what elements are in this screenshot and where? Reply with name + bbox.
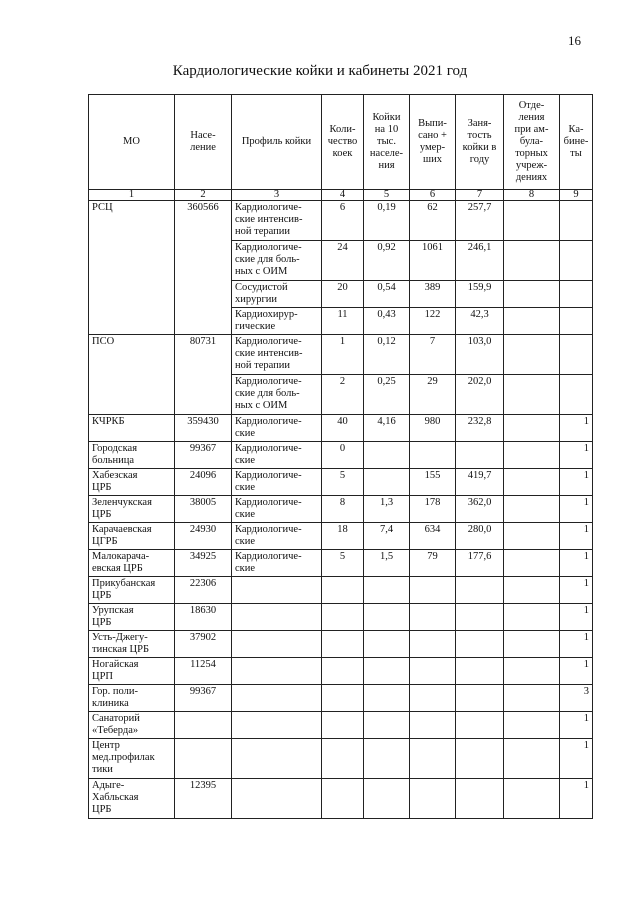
discharged-cell	[410, 442, 456, 469]
occupancy-cell: 159,9	[456, 281, 504, 308]
beds-per-10k-cell: 7,4	[364, 523, 410, 550]
beds-per-10k-cell	[364, 442, 410, 469]
beds-cell	[322, 631, 364, 658]
column-header: Отде- ления при ам- була- торных учреж- дениях	[504, 95, 560, 190]
cabinets-cell: 1	[560, 779, 593, 819]
department-cell	[504, 415, 560, 442]
profile-cell: Кардиологиче- ские	[232, 496, 322, 523]
profile-cell: Кардиологиче- ские интенсив- ной терапии	[232, 201, 322, 241]
beds-cell: 18	[322, 523, 364, 550]
mo-cell: Адыге- Хабльская ЦРБ	[89, 779, 175, 819]
discharged-cell: 389	[410, 281, 456, 308]
occupancy-cell	[456, 442, 504, 469]
beds-per-10k-cell	[364, 658, 410, 685]
column-number: 4	[322, 190, 364, 201]
mo-cell: Городская больница	[89, 442, 175, 469]
mo-cell: Зеленчукская ЦРБ	[89, 496, 175, 523]
beds-cell	[322, 577, 364, 604]
table-row	[89, 658, 593, 685]
department-cell	[504, 201, 560, 241]
population-cell: 99367	[175, 685, 232, 712]
occupancy-cell: 362,0	[456, 496, 504, 523]
cardiology-beds-table	[88, 94, 593, 819]
beds-cell	[322, 604, 364, 631]
page-number: 16	[568, 33, 581, 48]
column-number: 9	[560, 190, 593, 201]
occupancy-cell: 42,3	[456, 308, 504, 335]
profile-cell	[232, 685, 322, 712]
discharged-cell: 634	[410, 523, 456, 550]
discharged-cell	[410, 685, 456, 712]
discharged-cell: 122	[410, 308, 456, 335]
cabinets-cell: 1	[560, 631, 593, 658]
beds-cell: 5	[322, 469, 364, 496]
mo-cell: Урупская ЦРБ	[89, 604, 175, 631]
population-cell: 38005	[175, 496, 232, 523]
department-cell	[504, 577, 560, 604]
profile-cell	[232, 739, 322, 779]
beds-cell: 6	[322, 201, 364, 241]
beds-cell	[322, 739, 364, 779]
table-row	[89, 335, 593, 375]
population-cell: 18630	[175, 604, 232, 631]
cabinets-cell: 1	[560, 712, 593, 739]
cabinets-cell: 1	[560, 577, 593, 604]
department-cell	[504, 496, 560, 523]
occupancy-cell: 419,7	[456, 469, 504, 496]
discharged-cell: 79	[410, 550, 456, 577]
table-row	[89, 631, 593, 658]
column-number: 1	[89, 190, 175, 201]
profile-cell: Кардиологиче- ские	[232, 442, 322, 469]
department-cell	[504, 739, 560, 779]
beds-cell: 5	[322, 550, 364, 577]
beds-per-10k-cell	[364, 685, 410, 712]
table-row	[89, 779, 593, 819]
beds-per-10k-cell	[364, 604, 410, 631]
discharged-cell: 155	[410, 469, 456, 496]
population-cell: 24930	[175, 523, 232, 550]
profile-cell	[232, 577, 322, 604]
population-cell	[175, 739, 232, 779]
column-header: Коли- чество коек	[322, 95, 364, 190]
mo-cell: Ногайская ЦРП	[89, 658, 175, 685]
discharged-cell	[410, 577, 456, 604]
population-cell: 80731	[175, 335, 232, 415]
occupancy-cell	[456, 779, 504, 819]
department-cell	[504, 281, 560, 308]
department-cell	[504, 712, 560, 739]
occupancy-cell: 232,8	[456, 415, 504, 442]
occupancy-cell	[456, 658, 504, 685]
beds-per-10k-cell: 1,5	[364, 550, 410, 577]
beds-cell	[322, 712, 364, 739]
beds-cell: 2	[322, 375, 364, 415]
mo-cell: Малокарача- евская ЦРБ	[89, 550, 175, 577]
beds-per-10k-cell	[364, 712, 410, 739]
department-cell	[504, 604, 560, 631]
occupancy-cell: 280,0	[456, 523, 504, 550]
document-title: Кардиологические койки и кабинеты 2021 год	[172, 63, 468, 79]
column-number: 3	[232, 190, 322, 201]
population-cell: 360566	[175, 201, 232, 335]
beds-per-10k-cell: 0,43	[364, 308, 410, 335]
table-row	[89, 550, 593, 577]
column-number: 7	[456, 190, 504, 201]
beds-per-10k-cell	[364, 779, 410, 819]
beds-per-10k-cell: 0,12	[364, 335, 410, 375]
discharged-cell: 62	[410, 201, 456, 241]
beds-per-10k-cell: 0,25	[364, 375, 410, 415]
beds-cell	[322, 779, 364, 819]
cabinets-cell: 1	[560, 604, 593, 631]
beds-per-10k-cell	[364, 631, 410, 658]
discharged-cell	[410, 658, 456, 685]
occupancy-cell: 202,0	[456, 375, 504, 415]
mo-cell: РСЦ	[89, 201, 175, 335]
beds-per-10k-cell	[364, 739, 410, 779]
cabinets-cell: 1	[560, 550, 593, 577]
cabinets-cell	[560, 241, 593, 281]
population-cell: 11254	[175, 658, 232, 685]
occupancy-cell	[456, 685, 504, 712]
discharged-cell: 29	[410, 375, 456, 415]
cabinets-cell: 1	[560, 442, 593, 469]
beds-cell: 24	[322, 241, 364, 281]
table-body	[89, 201, 593, 819]
table-row	[89, 604, 593, 631]
profile-cell: Сосудистой хирургии	[232, 281, 322, 308]
profile-cell	[232, 604, 322, 631]
column-header: МО	[89, 95, 175, 190]
department-cell	[504, 469, 560, 496]
department-cell	[504, 523, 560, 550]
population-cell	[175, 712, 232, 739]
population-cell: 37902	[175, 631, 232, 658]
beds-per-10k-cell: 0,54	[364, 281, 410, 308]
profile-cell	[232, 631, 322, 658]
profile-cell	[232, 712, 322, 739]
column-number: 2	[175, 190, 232, 201]
cabinets-cell: 1	[560, 739, 593, 779]
table-row	[89, 577, 593, 604]
table-row	[89, 496, 593, 523]
profile-cell: Кардиологиче- ские	[232, 415, 322, 442]
department-cell	[504, 442, 560, 469]
occupancy-cell	[456, 739, 504, 779]
beds-cell: 20	[322, 281, 364, 308]
beds-per-10k-cell: 0,19	[364, 201, 410, 241]
column-number: 6	[410, 190, 456, 201]
beds-cell: 11	[322, 308, 364, 335]
column-header: Ка- бине- ты	[560, 95, 593, 190]
cabinets-cell	[560, 335, 593, 375]
population-cell: 12395	[175, 779, 232, 819]
mo-cell: Усть-Джегу- тинская ЦРБ	[89, 631, 175, 658]
occupancy-cell: 103,0	[456, 335, 504, 375]
beds-cell	[322, 658, 364, 685]
beds-per-10k-cell: 4,16	[364, 415, 410, 442]
occupancy-cell	[456, 577, 504, 604]
cabinets-cell	[560, 201, 593, 241]
column-number: 5	[364, 190, 410, 201]
department-cell	[504, 779, 560, 819]
cabinets-cell: 1	[560, 658, 593, 685]
population-cell: 99367	[175, 442, 232, 469]
occupancy-cell	[456, 604, 504, 631]
table-row	[89, 523, 593, 550]
header-row	[89, 95, 593, 190]
mo-cell: Хабезская ЦРБ	[89, 469, 175, 496]
occupancy-cell: 177,6	[456, 550, 504, 577]
column-number: 8	[504, 190, 560, 201]
column-header: Выпи- сано + умер- ших	[410, 95, 456, 190]
beds-cell: 1	[322, 335, 364, 375]
table-row	[89, 739, 593, 779]
column-header: Заня- тость койки в году	[456, 95, 504, 190]
department-cell	[504, 308, 560, 335]
department-cell	[504, 550, 560, 577]
mo-cell: КЧРКБ	[89, 415, 175, 442]
table-row	[89, 469, 593, 496]
department-cell	[504, 241, 560, 281]
profile-cell: Кардиохирур- гические	[232, 308, 322, 335]
cabinets-cell	[560, 281, 593, 308]
table-row	[89, 442, 593, 469]
column-number-row	[89, 190, 593, 201]
cabinets-cell: 1	[560, 523, 593, 550]
table-row	[89, 415, 593, 442]
beds-cell	[322, 685, 364, 712]
department-cell	[504, 631, 560, 658]
discharged-cell: 178	[410, 496, 456, 523]
table-row	[89, 685, 593, 712]
profile-cell: Кардиологиче- ские для боль- ных с ОИМ	[232, 375, 322, 415]
profile-cell: Кардиологиче- ские для боль- ных с ОИМ	[232, 241, 322, 281]
department-cell	[504, 685, 560, 712]
discharged-cell: 980	[410, 415, 456, 442]
beds-cell: 40	[322, 415, 364, 442]
profile-cell	[232, 658, 322, 685]
profile-cell: Кардиологиче- ские интенсив- ной терапии	[232, 335, 322, 375]
population-cell: 22306	[175, 577, 232, 604]
discharged-cell	[410, 739, 456, 779]
mo-cell: Гор. поли- клиника	[89, 685, 175, 712]
cabinets-cell: 3	[560, 685, 593, 712]
beds-cell: 0	[322, 442, 364, 469]
beds-per-10k-cell: 1,3	[364, 496, 410, 523]
discharged-cell	[410, 631, 456, 658]
discharged-cell	[410, 604, 456, 631]
column-header: Профиль койки	[232, 95, 322, 190]
column-header: Насе- ление	[175, 95, 232, 190]
beds-per-10k-cell: 0,92	[364, 241, 410, 281]
population-cell: 24096	[175, 469, 232, 496]
occupancy-cell: 257,7	[456, 201, 504, 241]
department-cell	[504, 335, 560, 375]
department-cell	[504, 658, 560, 685]
beds-cell: 8	[322, 496, 364, 523]
department-cell	[504, 375, 560, 415]
mo-cell: Карачаевская ЦГРБ	[89, 523, 175, 550]
occupancy-cell: 246,1	[456, 241, 504, 281]
profile-cell: Кардиологиче- ские	[232, 469, 322, 496]
discharged-cell	[410, 712, 456, 739]
occupancy-cell	[456, 712, 504, 739]
profile-cell: Кардиологиче- ские	[232, 550, 322, 577]
occupancy-cell	[456, 631, 504, 658]
mo-cell: Санаторий «Теберда»	[89, 712, 175, 739]
mo-cell: Прикубанская ЦРБ	[89, 577, 175, 604]
cabinets-cell: 1	[560, 496, 593, 523]
discharged-cell: 7	[410, 335, 456, 375]
cabinets-cell: 1	[560, 469, 593, 496]
discharged-cell: 1061	[410, 241, 456, 281]
profile-cell: Кардиологиче- ские	[232, 523, 322, 550]
cabinets-cell: 1	[560, 415, 593, 442]
population-cell: 34925	[175, 550, 232, 577]
cabinets-cell	[560, 375, 593, 415]
profile-cell	[232, 779, 322, 819]
mo-cell: Центр мед.профилак тики	[89, 739, 175, 779]
beds-per-10k-cell	[364, 469, 410, 496]
column-header: Койки на 10 тыс. населе- ния	[364, 95, 410, 190]
discharged-cell	[410, 779, 456, 819]
population-cell: 359430	[175, 415, 232, 442]
table-row	[89, 712, 593, 739]
table-row	[89, 201, 593, 241]
mo-cell: ПСО	[89, 335, 175, 415]
cabinets-cell	[560, 308, 593, 335]
beds-per-10k-cell	[364, 577, 410, 604]
